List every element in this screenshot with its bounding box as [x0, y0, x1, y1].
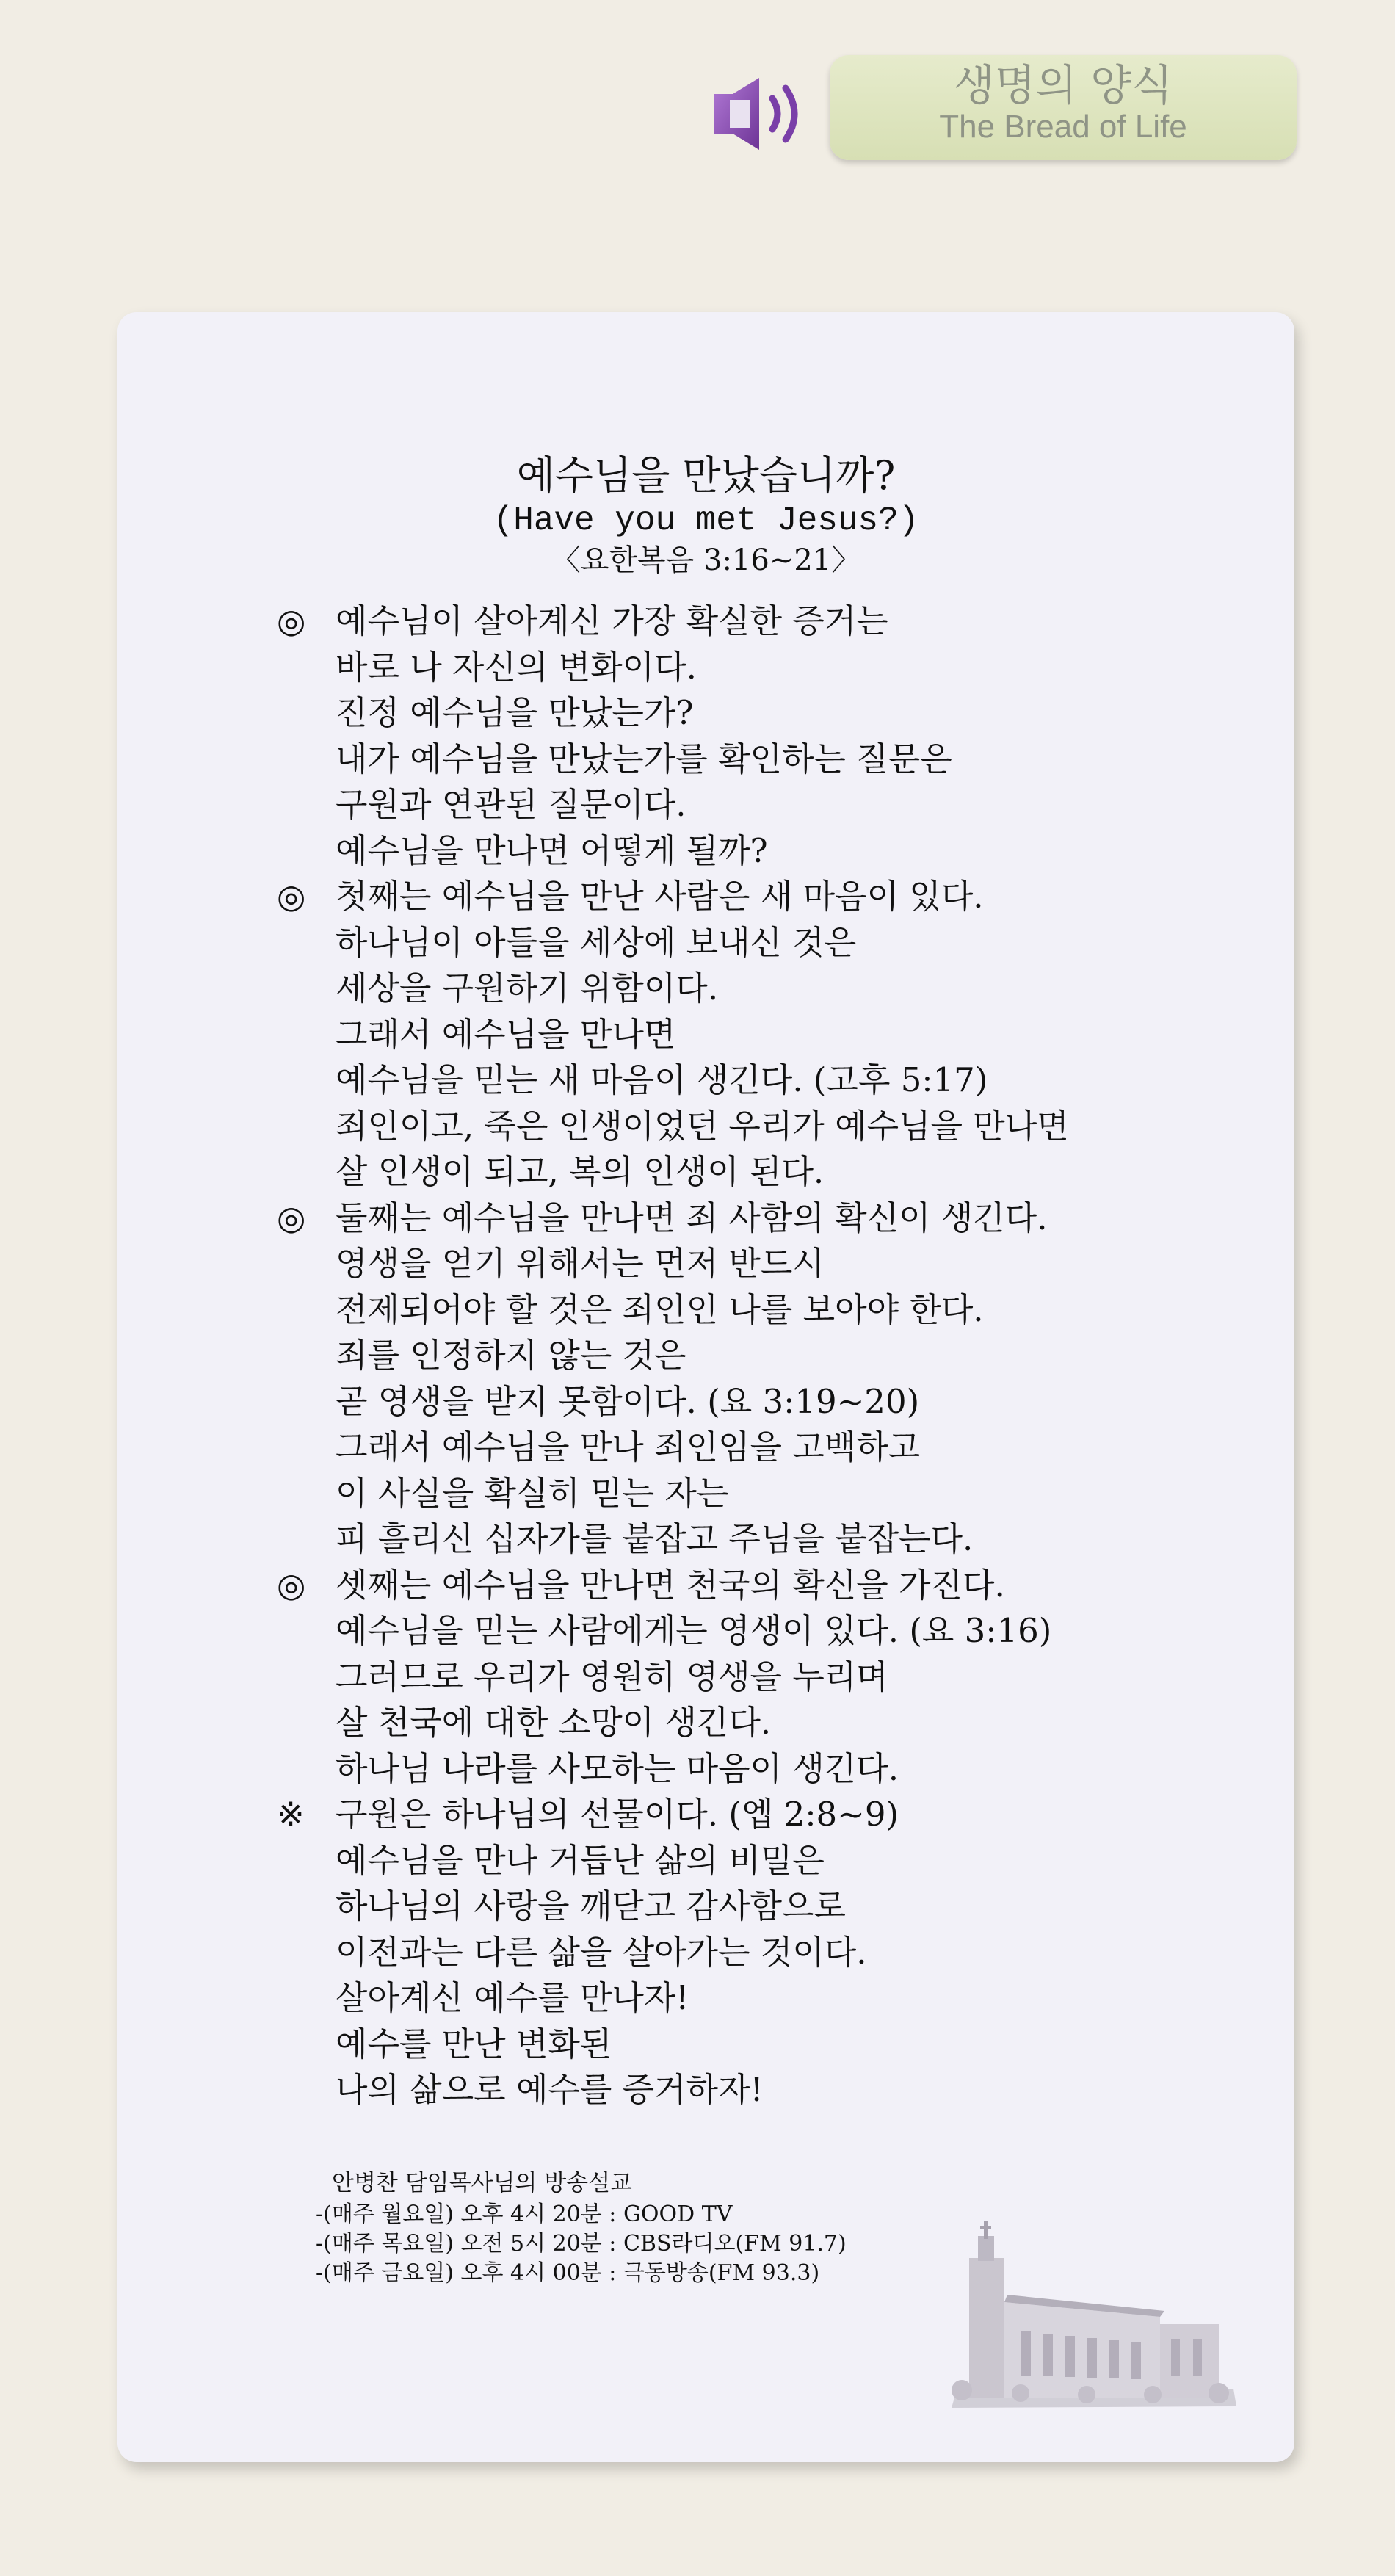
- sermon-line-text: 진정 예수님을 만났는가?: [336, 693, 694, 732]
- sermon-title: 예수님을 만났습니까?: [516, 452, 896, 499]
- sermon-subtitle: (Have you met Jesus?): [493, 502, 919, 540]
- sermon-line-text: 예수를 만난 변화된: [336, 2024, 612, 2063]
- sermon-line: [277, 1838, 1275, 1884]
- badge-title-english: The Bread of Life: [939, 109, 1187, 145]
- sermon-line: [277, 1287, 1275, 1334]
- sermon-line: [277, 1333, 1275, 1379]
- church-building-image: [940, 2214, 1241, 2412]
- sermon-line: [277, 645, 1275, 691]
- sermon-line-text: 예수님을 믿는 사람에게는 영생이 있다. (요 3:16): [336, 1611, 1052, 1650]
- sermon-line: [277, 2022, 1275, 2068]
- sermon-line: [277, 1975, 1275, 2022]
- sermon-line: [277, 1746, 1275, 1792]
- sermon-line-text: 내가 예수님을 만났는가를 확인하는 질문은: [336, 739, 952, 778]
- sermon-line-text: 그러므로 우리가 영원히 영생을 누리며: [336, 1657, 888, 1696]
- sermon-line-text: 살아계신 예수를 만나자!: [336, 1978, 689, 2017]
- sermon-line-text: 살 인생이 되고, 복의 인생이 된다.: [336, 1152, 825, 1191]
- broadcast-line: -(매주 월요일) 오후 4시 20분 : GOOD TV: [316, 2201, 733, 2227]
- sermon-line: [277, 690, 1275, 737]
- sermon-line-text: 세상을 구원하기 위함이다.: [336, 969, 719, 1007]
- sermon-line-text: 이전과는 다른 삶을 살아가는 것이다.: [336, 1932, 867, 1972]
- sermon-line: [277, 1104, 1275, 1150]
- sermon-line-text: 하나님의 사랑을 깨닫고 감사함으로: [336, 1886, 846, 1925]
- sermon-line-text: 피 흘리신 십자가를 붙잡고 주님을 붙잡는다.: [336, 1519, 974, 1558]
- sermon-line: [277, 1149, 1275, 1195]
- bullet-mark: ※: [277, 1795, 305, 1834]
- sermon-line-text: 죄인이고, 죽은 인생이었던 우리가 예수님을 만나면: [336, 1106, 1069, 1146]
- sermon-line: [277, 1471, 1275, 1517]
- sermon-line-text: 예수님을 만나면 어떻게 될까?: [336, 831, 768, 870]
- broadcast-title: 안병찬 담임목사님의 방송설교: [332, 2170, 633, 2196]
- bread-of-life-badge[interactable]: [830, 55, 1297, 160]
- sermon-card: [117, 312, 1294, 2462]
- sermon-line: [277, 828, 1275, 875]
- sermon-line: [277, 1700, 1275, 1746]
- sermon-line-text: 구원과 연관된 질문이다.: [336, 785, 686, 824]
- bullet-mark: ◎: [277, 601, 306, 640]
- sermon-line: [277, 1654, 1275, 1701]
- sermon-line: [277, 2067, 1275, 2113]
- sermon-line: [277, 1930, 1275, 1976]
- sermon-line-text: 살 천국에 대한 소망이 생긴다.: [336, 1703, 772, 1742]
- sermon-line: [277, 1057, 1275, 1104]
- sermon-line-text: 둘째는 예수님을 만나면 죄 사함의 확신이 생긴다.: [336, 1198, 1048, 1237]
- sermon-line-text: 바로 나 자신의 변화이다.: [336, 647, 697, 687]
- sermon-line-text: 이 사실을 확실히 믿는 자는: [336, 1473, 729, 1513]
- sermon-line: [277, 920, 1275, 966]
- badge-title-korean: 생명의 양식: [953, 60, 1173, 110]
- sermon-line: [277, 1792, 1275, 1838]
- sermon-line-text: 셋째는 예수님을 만나면 천국의 확신을 가진다.: [336, 1565, 1005, 1604]
- bullet-mark: ◎: [277, 1198, 306, 1237]
- scripture-reference: 〈요한복음 3:16~21〉: [551, 543, 861, 577]
- sermon-line-text: 구원은 하나님의 선물이다. (엡 2:8~9): [336, 1795, 899, 1834]
- sermon-line-text: 곧 영생을 받지 못함이다. (요 3:19~20): [336, 1381, 920, 1421]
- sermon-line-text: 첫째는 예수님을 만난 사람은 새 마음이 있다.: [336, 877, 984, 916]
- bullet-mark: ◎: [277, 877, 306, 916]
- sermon-line: [277, 1241, 1275, 1287]
- sermon-line: [277, 966, 1275, 1012]
- sermon-line: [277, 1608, 1275, 1654]
- sermon-line-text: 전제되어야 할 것은 죄인인 나를 보아야 한다.: [336, 1289, 984, 1329]
- sermon-line: [277, 874, 1275, 920]
- sermon-line-text: 하나님 나라를 사모하는 마음이 생긴다.: [336, 1748, 899, 1788]
- sermon-line: [277, 598, 1275, 645]
- sermon-line-text: 나의 삶으로 예수를 증거하자!: [336, 2070, 764, 2109]
- sermon-line: [277, 1195, 1275, 1242]
- sermon-line: [277, 737, 1275, 783]
- broadcast-line: -(매주 금요일) 오후 4시 00분 : 극동방송(FM 93.3): [316, 2260, 820, 2286]
- sermon-line-text: 영생을 얻기 위해서는 먼저 반드시: [336, 1244, 825, 1283]
- sermon-line: [277, 1012, 1275, 1058]
- sermon-line: [277, 1516, 1275, 1563]
- sermon-line-text: 하나님이 아들을 세상에 보내신 것은: [336, 922, 857, 962]
- bullet-mark: ◎: [277, 1565, 306, 1604]
- sermon-line: [277, 782, 1275, 828]
- broadcast-line: -(매주 목요일) 오전 5시 20분 : CBS라디오(FM 91.7): [316, 2231, 847, 2257]
- broadcast-info: [316, 2166, 847, 2288]
- sermon-line-text: 그래서 예수님을 만나 죄인임을 고백하고: [336, 1428, 921, 1466]
- sermon-line-text: 예수님을 믿는 새 마음이 생긴다. (고후 5:17): [336, 1060, 988, 1099]
- sermon-line-text: 그래서 예수님을 만나면: [336, 1014, 676, 1054]
- sermon-line: [277, 1379, 1275, 1425]
- speaker-icon[interactable]: [711, 73, 821, 154]
- sermon-line: [277, 1563, 1275, 1609]
- sermon-body: [277, 598, 1275, 2113]
- sermon-line: [277, 1884, 1275, 1930]
- sermon-line-text: 예수님이 살아계신 가장 확실한 증거는: [336, 601, 888, 640]
- sermon-line: [277, 1425, 1275, 1471]
- sermon-line-text: 죄를 인정하지 않는 것은: [336, 1336, 686, 1375]
- sermon-line-text: 예수님을 만나 거듭난 삶의 비밀은: [336, 1840, 825, 1880]
